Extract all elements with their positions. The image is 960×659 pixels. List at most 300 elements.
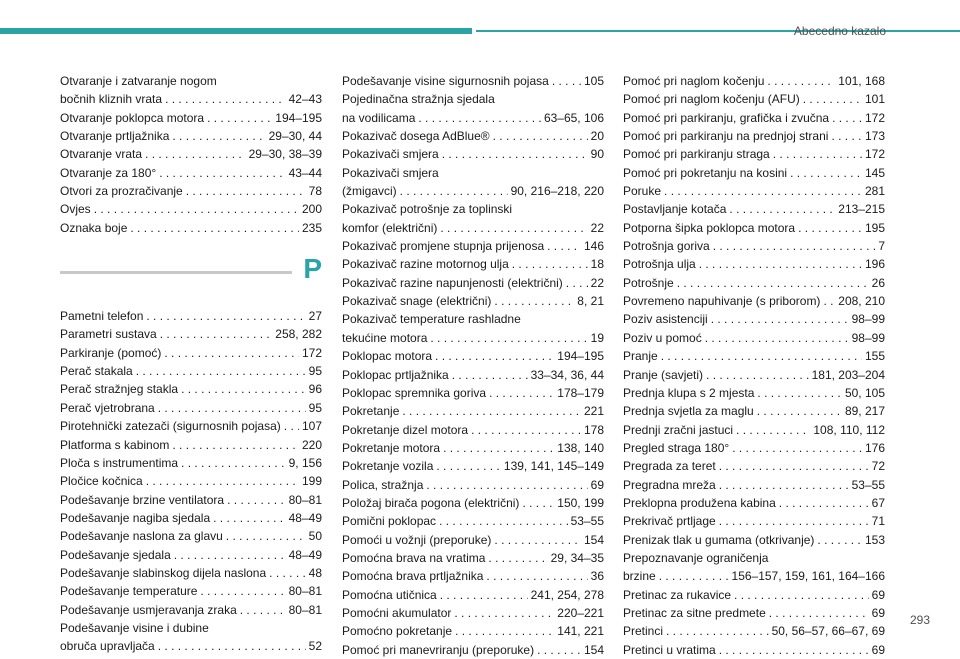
page-number: 293 [909,613,930,627]
index-entry [60,307,322,325]
index-entry-pages: 9, 156 [288,455,322,470]
index-entry [623,494,885,512]
index-entry-row [60,564,322,582]
index-entry [623,604,885,622]
index-entry-label: Potporna šipka poklopca motora [623,220,796,235]
leader-dots [803,90,862,108]
index-entry [60,72,322,109]
index-entry-label: Prekrivač prtljage [623,514,716,529]
index-entry [623,237,885,255]
leader-dots [547,237,581,255]
index-entry-label: Otvaranje prtljažnika [60,129,170,144]
index-entry [623,90,885,108]
index-entry [342,457,604,475]
index-entry [342,439,604,457]
index-entry-row [623,310,885,328]
leader-dots [798,219,862,237]
index-entry-label: Podešavanje sjedala [60,547,171,562]
index-entry [342,476,604,494]
index-entry-label: Preklopna produžena kabina [623,495,776,510]
index-entry [623,72,885,90]
index-entry-pages: 72 [871,459,885,474]
index-column-3 [623,72,885,659]
leader-dots [736,421,810,439]
index-entry-label: Postavljanje kotača [623,202,727,217]
index-entry-row [342,586,604,604]
index-entry-label: Poklopac motora [342,349,433,364]
index-entry [623,329,885,347]
leader-dots [773,145,862,163]
index-entry-row [342,512,604,530]
index-entry [60,344,322,362]
index-entry-label: Pomoćna utičnica [342,587,437,602]
index-entry-label: Poziv asistenciji [623,312,708,327]
index-entry [623,219,885,237]
index-entry [623,586,885,604]
index-entry-pages: 52 [308,639,322,654]
index-entry-label: Prednja klupa s 2 mjesta [623,385,755,400]
index-entry [623,384,885,402]
index-entry-label: brzine [623,569,656,584]
leader-dots [488,549,547,567]
index-entry-label: na vodilicama [342,110,416,125]
index-entry-row [623,512,885,530]
index-entry-label: Položaj birača pogona (električni) [342,495,520,510]
index-entry-row [60,417,322,435]
index-entry-pages: 194–195 [557,349,604,364]
leader-dots [435,347,554,365]
index-entry-pages: 173 [864,129,885,144]
index-entry [623,255,885,273]
index-entry-pages: 156–157, 159, 161, 164–166 [731,569,885,584]
index-entry-pages: 258, 282 [275,327,322,342]
index-group-o [60,72,322,237]
index-entry-row [60,109,322,127]
index-entry-row [60,637,322,655]
leader-dots [165,90,286,108]
index-entry [342,512,604,530]
leader-dots [769,604,869,622]
index-entry [60,399,322,417]
index-entry-pages: 154 [583,642,604,657]
index-entry-row [60,472,322,490]
leader-dots [158,637,306,655]
leader-dots [711,310,849,328]
index-entry-label: Platforma s kabinom [60,437,170,452]
index-entry-pages: 19 [590,330,604,345]
index-entry-label: Pokazivač snage (električni) [342,294,492,309]
index-entry [623,622,885,640]
index-entry-label: Pretinci [623,624,664,639]
index-entry-label: Pokazivač razine napunjenosti (električni) [342,275,563,290]
index-entry-row [623,127,885,145]
index-entry-row [623,182,885,200]
index-entry-pages: 29–30, 38–39 [248,147,322,162]
index-entry [342,567,604,585]
leader-dots [832,109,862,127]
index-entry [60,182,322,200]
index-entry [623,127,885,145]
index-entry [623,641,885,659]
index-entry [60,436,322,454]
index-entry-label: Polica, stražnja [342,477,424,492]
index-entry [623,310,885,328]
index-entry-row [623,439,885,457]
leader-dots [213,509,286,527]
index-entry-pages: 138, 140 [557,440,604,455]
index-entry [342,586,604,604]
index-entry [60,380,322,398]
index-entry-pages: 22 [590,275,604,290]
index-entry-pages: 199 [301,474,322,489]
index-entry-row [60,454,322,472]
index-entry-label: Parametri sustava [60,327,157,342]
index-entry-row [60,219,322,237]
index-entry-row [60,307,322,325]
index-entry-label: Pranje [623,349,658,364]
leader-dots [269,564,305,582]
index-entry [623,549,885,586]
index-entry-label: Potrošnja goriva [623,239,710,254]
index-entry-row [60,546,322,564]
index-entry-label: obruča upravljača [60,639,155,654]
index-entry-label: Pločice kočnica [60,474,143,489]
index-entry-pages: 172 [864,110,885,125]
index-entry-pages: 8, 21 [577,294,604,309]
index-entry [342,366,604,384]
index-entry [342,127,604,145]
index-entry-pages: 195 [864,220,885,235]
index-entry-row [342,622,604,640]
index-entry [342,531,604,549]
index-column-1 [60,72,322,656]
leader-dots [227,491,286,509]
index-entry-pages: 69 [871,605,885,620]
index-entry [623,200,885,218]
index-entry-row [342,567,604,585]
index-column-2 [342,72,604,659]
index-entry-heading-line: Pokazivači smjera [342,165,439,180]
index-entry [342,347,604,365]
leader-dots [734,586,869,604]
index-entry-label: komfor (električni) [342,220,438,235]
index-entry-label: Ploča s instrumentima [60,455,179,470]
index-entry [60,601,322,619]
index-entry-pages: 172 [301,345,322,360]
index-entry [342,384,604,402]
index-entry-row [342,494,604,512]
index-entry-pages: 281 [864,184,885,199]
index-entry-row [342,549,604,567]
index-entry-label: Pomoćni akumulator [342,605,452,620]
index-entry-row [342,109,604,127]
leader-dots [659,567,729,585]
index-entry [342,164,604,201]
index-entry-pages: 48 [308,565,322,580]
index-entry [342,402,604,420]
index-entry-label: Pomoći u vožnji (preporuke) [342,532,492,547]
index-entry [623,164,885,182]
leader-dots [666,622,769,640]
index-entry-row [342,421,604,439]
index-entry-label: Ovjes [60,202,91,217]
index-entry-label: Oznaka boje [60,220,128,235]
index-entry-pages: 90, 216–218, 220 [510,184,604,199]
index-entry-label: Podešavanje visine sigurnosnih pojasa [342,74,549,88]
index-entry-pages: 53–55 [851,477,885,492]
index-entry-pages: 80–81 [288,584,322,599]
index-entry-pages: 7 [878,239,885,254]
leader-dots [489,384,554,402]
index-entry [60,527,322,545]
leader-dots [164,344,299,362]
index-entry-heading-line: Pokazivač potrošnje za toplinski [342,202,513,217]
index-entry [342,494,604,512]
index-entry-label: Otvaranje za 180° [60,165,157,180]
index-entry-label: Pomoć pri naglom kočenju (AFU) [623,92,800,107]
index-entry-row [623,531,885,549]
index-entry-row [342,237,604,255]
leader-dots [566,274,588,292]
leader-dots [440,586,528,604]
index-entry-row [623,145,885,163]
leader-dots [664,182,862,200]
leader-dots [552,72,581,90]
index-entry-pages: 108, 110, 112 [813,422,885,437]
index-entry-label: Prenizak tlak u gumama (otkrivanje) [623,532,815,547]
index-entry [342,549,604,567]
index-entry-label: Pregrada za teret [623,459,716,474]
index-entry [623,512,885,530]
index-entry-label: Pokazivač dosega AdBlue® [342,129,490,144]
index-entry-row [342,329,604,347]
index-entry-pages: 194–195 [275,110,322,125]
leader-dots [130,219,299,237]
index-entry-label: Poruke [623,184,662,199]
index-entry-pages: 48–49 [288,547,322,562]
index-entry-label: Pomoć pri parkiranju na prednjoj strani [623,129,829,144]
index-entry-label: Prednja svjetla za maglu [623,404,754,419]
index-entry-row [60,127,322,145]
index-entry-row [60,164,322,182]
index-entry-row [623,567,885,585]
index-entry [623,109,885,127]
index-entry [60,219,322,237]
index-entry-row [342,641,604,659]
leader-dots [181,454,286,472]
leader-dots [729,200,835,218]
leader-dots [181,380,306,398]
index-entry [60,509,322,527]
leader-dots [136,362,306,380]
index-entry [342,72,604,90]
index-entry-row [342,347,604,365]
index-entry-row [342,219,604,237]
index-entry-pages: 96 [308,382,322,397]
index-group-p [60,307,322,656]
index-entry-pages: 98–99 [851,312,885,327]
index-entry-label: Poziv u pomoć [623,330,702,345]
index-entry [60,582,322,600]
leader-dots [471,421,581,439]
leader-dots [426,476,587,494]
leader-dots [705,329,849,347]
index-entry-label: Pametni telefon [60,309,144,324]
index-entry-pages: 69 [871,642,885,657]
leader-dots [442,145,588,163]
index-entry-row [342,366,604,384]
index-entry-label: Pranje (savjeti) [623,367,704,382]
index-entry-heading-line: Pojedinačna stražnja sjedala [342,92,495,107]
index-entry-pages: 178 [583,422,604,437]
index-entry-row [60,90,322,108]
leader-dots [757,402,842,420]
leader-dots [174,546,286,564]
index-entry [60,619,322,656]
index-entry-pages: 146 [583,239,604,254]
index-entry-row [342,604,604,622]
index-entry-row [60,601,322,619]
index-entry-pages: 20 [590,129,604,144]
index-entry-pages: 67 [871,495,885,510]
index-entry [623,145,885,163]
index-entry [342,90,604,127]
index-entry [342,237,604,255]
index-entry-row [60,582,322,600]
index-entry-label: Pokretanje dizel motora [342,422,469,437]
index-entry [342,310,604,347]
index-entry-row [60,325,322,343]
leader-dots [677,274,869,292]
index-entry [60,145,322,163]
leader-dots [823,292,835,310]
index-entry-row [342,72,604,90]
leader-dots [200,582,285,600]
index-entry-row [623,476,885,494]
index-entry-label: Perač vjetrobrana [60,400,155,415]
leader-dots [454,604,554,622]
index-entry-row [623,641,885,659]
index-entry-pages: 155 [864,349,885,364]
index-entry-pages: 22 [590,220,604,235]
index-entry [342,274,604,292]
index-entry [60,362,322,380]
index-entry [342,421,604,439]
leader-dots [699,255,862,273]
index-entry-label: Pirotehnički zatezači (sigurnosnih pojasa) [60,419,281,434]
index-entry [60,491,322,509]
index-entry-pages: 200 [301,202,322,217]
index-entry-pages: 69 [590,477,604,492]
index-entry-pages: 69 [871,587,885,602]
index-entry [60,417,322,435]
index-entry-row [60,145,322,163]
index-entry-pages: 89, 217 [844,404,885,419]
index-entry [60,472,322,490]
index-entry-row [623,586,885,604]
index-entry-row [623,72,885,90]
index-entry-label: Pregradna mreža [623,477,716,492]
header-accent-bar [0,28,472,34]
index-entry-row [623,457,885,475]
index-entry-row [342,274,604,292]
index-entry-pages: 43–44 [288,165,322,180]
index-entry-pages: 50, 56–57, 66–67, 69 [771,624,885,639]
index-entry-pages: 36 [590,569,604,584]
index-entry-row [623,421,885,439]
leader-dots [719,641,869,659]
index-entry-row [623,604,885,622]
index-entry-pages: 18 [590,257,604,272]
leader-dots [400,182,508,200]
index-entry-pages: 101, 168 [838,74,885,88]
index-entry-pages: 71 [871,514,885,529]
index-entry-pages: 105 [583,74,604,88]
index-entry-label: Pomoćna brava na vratima [342,550,486,565]
index-entry-row [623,237,885,255]
leader-dots [443,439,554,457]
index-entry-row [623,494,885,512]
leader-dots [226,527,306,545]
index-entry-row [623,164,885,182]
leader-dots [207,109,272,127]
index-entry [60,109,322,127]
leader-dots [145,145,246,163]
index-entry [342,145,604,163]
index-entry-pages: 181, 203–204 [811,367,885,382]
index-entry-pages: 27 [308,309,322,324]
index-entry-row [342,402,604,420]
index-entry [342,292,604,310]
index-entry [623,182,885,200]
leader-dots [522,494,554,512]
index-entry-row [623,219,885,237]
index-entry-label: Pokretanje motora [342,440,441,455]
index-entry [60,200,322,218]
index-entry [623,402,885,420]
index-entry-label: Pretinac za rukavice [623,587,732,602]
index-entry-label: Pretinci u vratima [623,642,716,657]
index-entry-pages: 107 [301,419,322,434]
index-entry-row [623,109,885,127]
index-entry-label: Pokretanje [342,404,400,419]
index-entry-pages: 220–221 [557,605,604,620]
index-entry-row [60,509,322,527]
index-entry [342,641,604,659]
index-entry [623,366,885,384]
index-entry-pages: 33–34, 36, 44 [530,367,604,382]
index-entry-label: Pomoć pri manevriranju (preporuke) [342,642,535,657]
index-entry-row [342,531,604,549]
index-entry-label: Prednji zračni jastuci [623,422,734,437]
index-entry-label: Potrošnja ulja [623,257,696,272]
index-entry-pages: 78 [308,184,322,199]
index-entry [623,347,885,365]
leader-dots [172,436,299,454]
index-entry-pages: 153 [864,532,885,547]
leader-dots [430,329,587,347]
index-entry [60,546,322,564]
leader-dots [436,457,501,475]
index-entry-row [60,491,322,509]
index-entry-label: Podešavanje slabinskog dijela naslona [60,565,267,580]
leader-dots [284,417,299,435]
leader-dots [732,439,862,457]
index-entry-pages: 141, 221 [557,624,604,639]
index-entry-label: Perač stakala [60,364,133,379]
index-entry-pages: 221 [583,404,604,419]
index-entry-row [623,90,885,108]
